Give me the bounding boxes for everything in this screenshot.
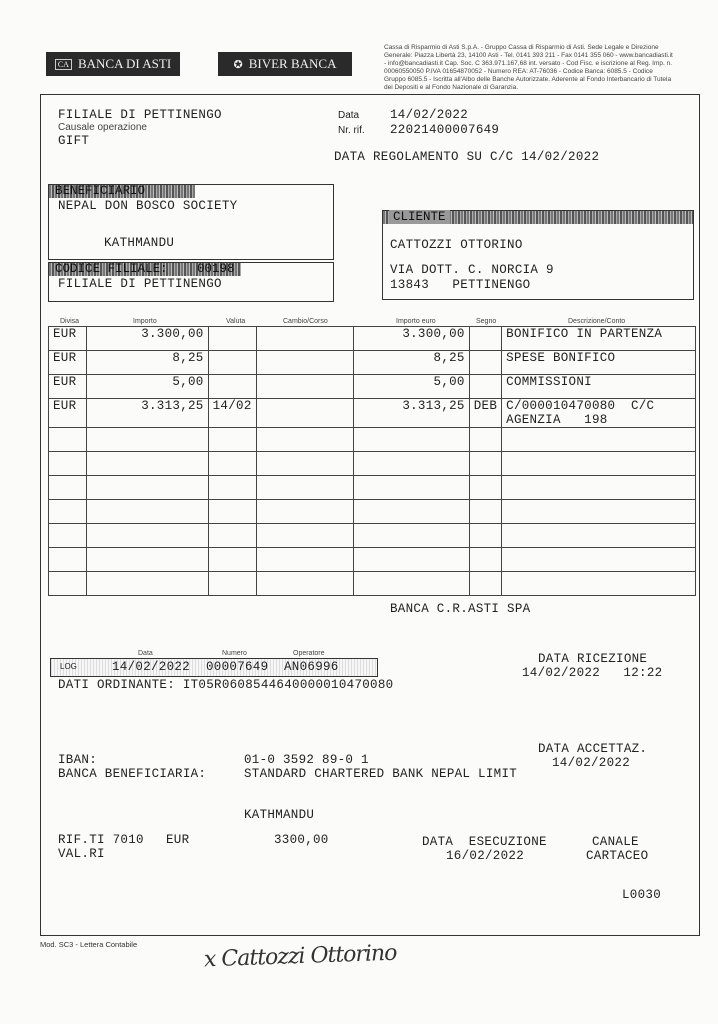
table-cell-segno [469, 476, 501, 500]
table-cell-importo [86, 476, 208, 500]
table-row [49, 500, 696, 524]
table-cell-importo: 5,00 [86, 375, 208, 399]
log-label: LOG [60, 662, 77, 671]
table-cell-cambio [256, 428, 353, 452]
log-operatore-label: Operatore [293, 650, 325, 657]
beneficiario-label: BENEFICIARIO [55, 184, 146, 198]
logo-mark: CA [55, 59, 72, 70]
table-cell-segno [469, 375, 501, 399]
table-cell-importo-euro [354, 524, 470, 548]
logo-text: BANCA DI ASTI [77, 56, 172, 71]
data-regolamento: DATA REGOLAMENTO SU C/C 14/02/2022 [334, 150, 600, 164]
table-cell-importo-euro [354, 452, 470, 476]
beneficiary-city: KATHMANDU [244, 808, 315, 822]
table-cell-valuta [208, 548, 256, 572]
causale-value: GIFT [58, 134, 90, 148]
table-cell-divisa [49, 548, 87, 572]
table-cell-importo-euro [354, 428, 470, 452]
canale-value: CARTACEO [586, 849, 649, 863]
table-cell-cambio [256, 327, 353, 351]
table-cell-cambio [256, 399, 353, 428]
cliente-name: CATTOZZI OTTORINO [390, 238, 523, 252]
codice-filiale-code: 00198 [197, 262, 235, 276]
table-cell-descrizione [502, 572, 696, 596]
biver-banca-icon: ✪ [233, 58, 243, 71]
table-row [49, 452, 696, 476]
table-cell-divisa [49, 476, 87, 500]
valri-label: VAL.RI [58, 847, 105, 861]
table-cell-importo [86, 428, 208, 452]
table-cell-divisa: EUR [49, 351, 87, 375]
table-cell-valuta [208, 327, 256, 351]
data-value: 14/02/2022 [390, 108, 469, 122]
header-descrizione: Descrizione/Conto [568, 318, 626, 325]
cliente-cap-city: 13843 PETTINENGO [390, 278, 531, 292]
table-cell-valuta: 14/02 [208, 399, 256, 428]
table-cell-descrizione [502, 428, 696, 452]
iban-label: IBAN: [58, 753, 98, 767]
table-cell-segno [469, 524, 501, 548]
table-cell-divisa: EUR [49, 375, 87, 399]
table-cell-descrizione [502, 548, 696, 572]
table-cell-divisa: EUR [49, 327, 87, 351]
table-cell-divisa: EUR [49, 399, 87, 428]
document-code: L0030 [622, 888, 662, 902]
table-cell-segno [469, 327, 501, 351]
table-cell-valuta [208, 572, 256, 596]
branch-name: FILIALE DI PETTINENGO [58, 108, 222, 122]
table-row [49, 524, 696, 548]
table-cell-descrizione [502, 476, 696, 500]
header-cambio: Cambio/Corso [283, 318, 328, 325]
table-cell-cambio [256, 572, 353, 596]
table-cell-importo: 3.300,00 [86, 327, 208, 351]
table-cell-valuta [208, 375, 256, 399]
table-cell-segno [469, 548, 501, 572]
table-cell-valuta [208, 428, 256, 452]
table-cell-cambio [256, 476, 353, 500]
rif-amount: 3300,00 [274, 833, 329, 847]
cliente-header [383, 211, 693, 224]
beneficiario-header [49, 185, 195, 198]
transactions-table [48, 326, 696, 596]
table-cell-segno [469, 428, 501, 452]
table-cell-importo-euro: 3.313,25 [354, 399, 470, 428]
header-importo-euro: Importo euro [396, 318, 436, 325]
table-cell-importo [86, 524, 208, 548]
table-cell-valuta [208, 524, 256, 548]
table-cell-importo: 8,25 [86, 351, 208, 375]
nrif-label: Nr. rif. [338, 125, 365, 136]
table-cell-importo-euro [354, 548, 470, 572]
table-cell-importo-euro: 5,00 [354, 375, 470, 399]
table-cell-valuta [208, 500, 256, 524]
table-cell-importo [86, 572, 208, 596]
table-cell-importo-euro: 3.300,00 [354, 327, 470, 351]
table-cell-valuta [208, 351, 256, 375]
table-cell-importo-euro [354, 572, 470, 596]
data-accettaz-label: DATA ACCETTAZ. [538, 742, 648, 756]
legal-text: Cassa di Risparmio di Asti S.p.A. - Gruppo Cassa di Risparmio di Asti. Sede Legale e Direzione Generale: Piazza Libertà 23, 14100 Asti - Tel. 0141 393 211 - Fax 0141 355 060 - www.bancadiasti.it - info@bancadiasti.it Cap. Soc. C 363.971.167,68 int. versato - Cod Fisc. e iscrizione al Reg. Imp. n. 00060550050 P.IVA 01654870052 - Numero REA: AT-76036 - Codice Banca: 6085.5 - Codice Gruppo 6085.5 - Iscritta all'Albo delle Banche Autorizzate. Aderente al Fondo Interbancario di Tutela dei Depositi e al Fondo Nazionale di Garanzia. [384, 44, 673, 91]
table-cell-divisa [49, 572, 87, 596]
table-row [49, 548, 696, 572]
table-cell-importo [86, 548, 208, 572]
table-cell-divisa [49, 452, 87, 476]
table-cell-descrizione: SPESE BONIFICO [502, 351, 696, 375]
biver-banca-logo [218, 52, 352, 76]
cliente-label: CLIENTE [389, 210, 450, 224]
codice-filiale-label: CODICE FILIALE: [55, 262, 168, 276]
data-esecuzione: 16/02/2022 [446, 849, 525, 863]
rif-label: RIF.TI 7010 [58, 833, 144, 847]
table-cell-cambio [256, 524, 353, 548]
log-numero: 00007649 [206, 660, 269, 674]
log-data-label: Data [138, 650, 153, 657]
cliente-address: VIA DOTT. C. NORCIA 9 [390, 263, 554, 277]
table-cell-valuta [208, 476, 256, 500]
dati-ordinante: DATI ORDINANTE: IT05R0608544640000010470080 [58, 678, 394, 692]
codice-filiale-branch: FILIALE DI PETTINENGO [58, 277, 222, 291]
table-cell-cambio [256, 452, 353, 476]
log-operatore: AN06996 [284, 660, 339, 674]
table-cell-descrizione: BONIFICO IN PARTENZA [502, 327, 696, 351]
table-row [49, 572, 696, 596]
header-segno: Segno [476, 318, 497, 325]
table-cell-descrizione [502, 524, 696, 548]
table-cell-segno: DEB [469, 399, 501, 428]
signature [203, 940, 424, 984]
table-cell-cambio [256, 548, 353, 572]
table-row [49, 351, 696, 375]
banca-beneficiaria-label: BANCA BENEFICIARIA: [58, 767, 207, 781]
data-ricezione-label: DATA RICEZIONE [538, 652, 648, 666]
table-cell-segno [469, 351, 501, 375]
header-valuta: Valuta [226, 318, 246, 325]
table-cell-valuta [208, 452, 256, 476]
table-cell-importo-euro: 8,25 [354, 351, 470, 375]
table-cell-divisa [49, 524, 87, 548]
table-row [49, 375, 696, 399]
table-cell-segno [469, 452, 501, 476]
table-cell-importo: 3.313,25 [86, 399, 208, 428]
table-cell-descrizione [502, 500, 696, 524]
table-cell-importo-euro [354, 476, 470, 500]
table-cell-cambio [256, 351, 353, 375]
rif-currency: EUR [166, 833, 190, 847]
data-label: Data [338, 110, 360, 121]
data-esecuzione-label: DATA ESECUZIONE [422, 835, 547, 849]
header-divisa: Divisa [60, 318, 80, 325]
beneficiario-name: NEPAL DON BOSCO SOCIETY [58, 199, 238, 213]
data-accettaz: 14/02/2022 [552, 756, 631, 770]
beneficiario-city: KATHMANDU [104, 236, 175, 250]
log-numero-label: Numero [222, 650, 247, 657]
table-row [49, 399, 696, 428]
log-data: 14/02/2022 [112, 660, 191, 674]
bank-name: BANCA C.R.ASTI SPA [390, 602, 531, 616]
footer-mod: Mod. SC3 - Lettera Contabile [40, 940, 138, 949]
table-cell-divisa [49, 500, 87, 524]
iban-value: 01-0 3592 89-0 1 [244, 753, 369, 767]
table-cell-descrizione: COMMISSIONI [502, 375, 696, 399]
beneficiario-box [48, 184, 334, 260]
table-cell-importo [86, 452, 208, 476]
signature-text: x Cattozzi Ottorino [203, 940, 397, 973]
nrif-value: 22021400007649 [390, 123, 500, 137]
header-importo: Importo [133, 318, 157, 325]
table-row [49, 476, 696, 500]
table-cell-cambio [256, 375, 353, 399]
causale-label: Causale operazione [58, 122, 147, 133]
table-cell-segno [469, 500, 501, 524]
table-cell-divisa [49, 428, 87, 452]
banca-beneficiaria: STANDARD CHARTERED BANK NEPAL LIMIT [244, 767, 518, 781]
table-cell-segno [469, 572, 501, 596]
table-cell-importo [86, 500, 208, 524]
table-cell-importo-euro [354, 500, 470, 524]
table-cell-descrizione: C/000010470080 C/C AGENZIA 198 [502, 399, 696, 428]
codice-filiale-header [49, 263, 241, 276]
table-cell-cambio [256, 500, 353, 524]
table-row [49, 327, 696, 351]
banca-di-asti-logo [46, 52, 180, 76]
logo-text: BIVER BANCA [248, 56, 337, 71]
data-ricezione: 14/02/2022 12:22 [522, 666, 663, 680]
table-cell-descrizione [502, 452, 696, 476]
canale-label: CANALE [592, 835, 639, 849]
table-row [49, 428, 696, 452]
